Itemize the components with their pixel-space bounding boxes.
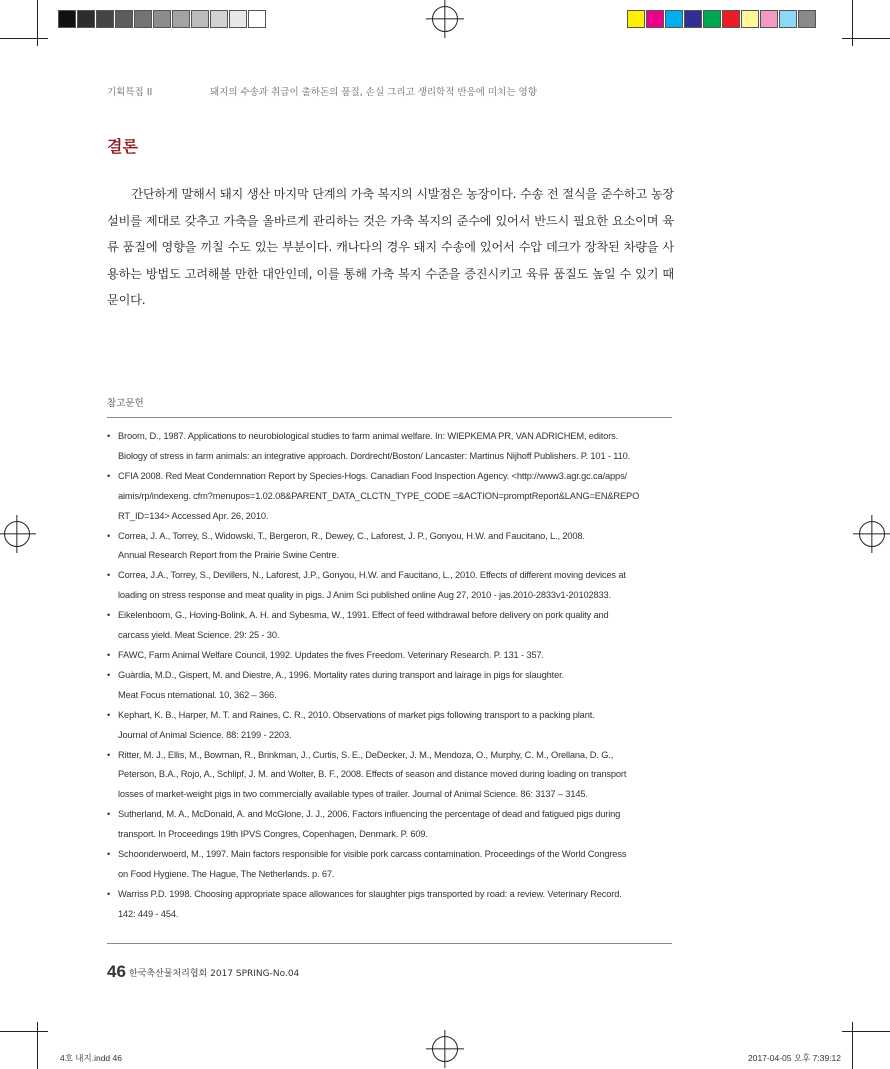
reference-text: Broom, D., 1987. Applications to neurobiological studies to farm animal welfare. In: WIEPKEMA PR, VAN ADRICHEM, editors. Biology of stress in farm animals: an integrative approach. Dordrecht/Boston/ Lancaster: Martinus Nijhoff Publishers. P. 101 - 110. — [118, 431, 631, 461]
crop-mark-bottom-right-vertical — [852, 1022, 853, 1069]
reference-item — [107, 606, 672, 646]
process-color-swatch — [646, 10, 664, 28]
bullet-icon: • — [107, 470, 111, 481]
reference-item — [107, 706, 672, 746]
reference-text: Sutherland, M. A., McDonald, A. and McGlone, J. J., 2006. Factors influencing the percentage of dead and fatigued pigs during transport. In Proceedings 19th IPVS Congres, Copenhagen, Denmark. P. 609. — [118, 809, 621, 840]
process-color-swatch — [779, 10, 797, 28]
reference-item — [107, 467, 672, 527]
reference-text: FAWC, Farm Animal Welfare Council, 1992. Updates the fives Freedom. Veterinary Research. P. 131 - 357. — [118, 649, 544, 660]
crop-mark-bottom-right-horizontal — [842, 1031, 890, 1032]
registration-mark-left — [4, 521, 30, 547]
gray-swatch — [115, 10, 133, 28]
bullet-icon: • — [107, 749, 111, 760]
gray-swatch — [248, 10, 266, 28]
gray-swatch — [172, 10, 190, 28]
slug-timestamp: 2017-04-05 오후 7:39:12 — [748, 1053, 841, 1063]
bullet-icon: • — [107, 610, 111, 621]
bullet-icon: • — [107, 570, 111, 581]
process-color-swatch — [760, 10, 778, 28]
bullet-icon: • — [107, 888, 111, 899]
registration-mark-right — [859, 521, 885, 547]
reference-text: Ritter, M. J., Ellis, M., Bowman, R., Brinkman, J., Curtis, S. E., DeDecker, J. M., Mendoza, O., Murphy, C. M., Orellana, D. G., Peterson, B.A., Rojo, A., Schlipf, J. M. and Wolter, B. F., 2008. Effects of season and distance moved during loading on transport losses of market-weight pigs in two commercially available types of trailer. Journal of Animal Science. 86: 3137 – 3145. — [118, 749, 627, 800]
references-divider-bottom — [107, 943, 672, 944]
process-color-swatch — [798, 10, 816, 28]
reference-text: Schoonderwoerd, M., 1997. Main factors responsible for visible pork carcass contamination. Proceedings of the World Congress on Food Hygiene. The Hague, The Netherlands. p. 67. — [118, 849, 627, 879]
conclusion-paragraph: 간단하게 말해서 돼지 생산 마지막 단계의 가축 복지의 시발점은 농장이다. 수송 전 절식을 준수하고 농장 설비를 제대로 갖추고 가축을 올바르게 관리하는 것은 가축 복지의 준수에 있어서 반드시 필요한 요소이며 육류 품질에 영향을 끼칠 수도 있는 부분이다. 캐나다의 경우 돼지 수송에 있어서 수압 데크가 장착된 차량을 사용하는 방법도 고려해볼 만한 대안인데, 이를 통해 가축 복지 수준을 증진시키고 육류 품질도 높일 수 있기 때문이다. — [107, 187, 674, 307]
slug-file-name: 4호 내지.indd 46 — [60, 1053, 122, 1063]
crop-mark-top-right-vertical — [852, 0, 853, 46]
crop-mark-top-left-horizontal — [0, 38, 48, 39]
reference-list — [107, 427, 672, 925]
reference-item — [107, 527, 672, 567]
crop-mark-bottom-left-vertical — [37, 1022, 38, 1069]
bullet-icon: • — [107, 849, 111, 860]
reference-text: Kephart, K. B., Harper, M. T. and Raines, C. R., 2010. Observations of market pigs following transport to a packing plant. Journal of Animal Science. 88: 2199 - 2203. — [118, 709, 595, 740]
section-heading: 결론 — [107, 137, 138, 156]
reference-text: Eikelenboom, G., Hoving-Bolink, A. H. and Sybesma, W., 1991. Effect of feed withdrawal before delivery on pork quality and carcass yield. Meat Science. 29: 25 - 30. — [118, 610, 609, 641]
running-header-title: 돼지의 수송과 취급이 출하돈의 품질, 손실 그리고 생리학적 반응에 미치는 영향 — [210, 87, 537, 98]
gray-swatch — [77, 10, 95, 28]
bullet-icon: • — [107, 649, 111, 660]
gray-swatch — [191, 10, 209, 28]
crop-mark-bottom-left-horizontal — [0, 1031, 48, 1032]
reference-item — [107, 746, 672, 806]
crop-mark-top-left-vertical — [37, 0, 38, 46]
reference-item — [107, 805, 672, 845]
process-color-swatch — [665, 10, 683, 28]
reference-item — [107, 666, 672, 706]
process-color-swatch — [627, 10, 645, 28]
bullet-icon: • — [107, 669, 111, 680]
registration-mark-top — [432, 6, 458, 32]
gray-swatch — [58, 10, 76, 28]
reference-item — [107, 845, 672, 885]
page-number: 46 — [107, 962, 126, 981]
gray-swatch — [134, 10, 152, 28]
bullet-icon: • — [107, 530, 111, 541]
gray-swatch — [96, 10, 114, 28]
reference-text: Correa, J.A., Torrey, S., Devillers, N., Laforest, J.P., Gonyou, H.W. and Faucitano, L., 2010. Effects of different moving devices at loading on stress response and meat quality in pigs. J Anim Sci published online Aug 27, 2010 - jas.2010-2833v1-20102833. — [118, 570, 626, 601]
registration-mark-bottom — [432, 1036, 458, 1062]
reference-item — [107, 646, 672, 666]
reference-text: Warriss P.D. 1998. Choosing appropriate space allowances for slaughter pigs transported by road: a review. Veterinary Record. 142: 449 - 454. — [118, 888, 622, 919]
reference-item — [107, 427, 672, 467]
references-heading: 참고문헌 — [107, 398, 144, 409]
reference-text: CFIA 2008. Red Meat Condemnation Report by Species-Hogs. Canadian Food Inspection Agency. <http://www3.agr.gc.ca/apps/ aimis/rp/indexeng. cfm?menupos=1.02.08&PARENT_DATA_CLCTN_TYPE_CODE =&ACTION=promptReport&LANG=EN&REPO RT_ID=134> Accessed Apr. 26, 2010. — [118, 470, 640, 521]
bullet-icon: • — [107, 431, 111, 441]
reference-item — [107, 885, 672, 925]
journal-issue: 한국축산물처리협회 2017 SPRING-No.04 — [129, 969, 300, 979]
process-color-swatch — [703, 10, 721, 28]
crop-mark-top-right-horizontal — [842, 38, 890, 39]
reference-item — [107, 566, 672, 606]
process-color-swatch — [684, 10, 702, 28]
bullet-icon: • — [107, 709, 111, 720]
gray-swatch — [153, 10, 171, 28]
gray-swatch — [210, 10, 228, 28]
bullet-icon: • — [107, 809, 111, 820]
reference-text: Correa, J. A., Torrey, S., Widowski, T., Bergeron, R., Dewey, C., Laforest, J. P., Gonyou, H.W. and Faucitano, L., 2008. Annual Research Report from the Prairie Swine Centre. — [118, 530, 585, 561]
process-color-swatch — [722, 10, 740, 28]
running-header-section: 기획특집 II — [107, 87, 153, 98]
reference-text: Guàrdia, M.D., Gispert, M. and Diestre, A., 1996. Mortality rates during transport and lairage in pigs for slaughter. Meat Focus nternational. 10, 362 – 366. — [118, 669, 564, 700]
process-color-swatch — [741, 10, 759, 28]
references-divider-top — [107, 417, 672, 418]
gray-swatch — [229, 10, 247, 28]
